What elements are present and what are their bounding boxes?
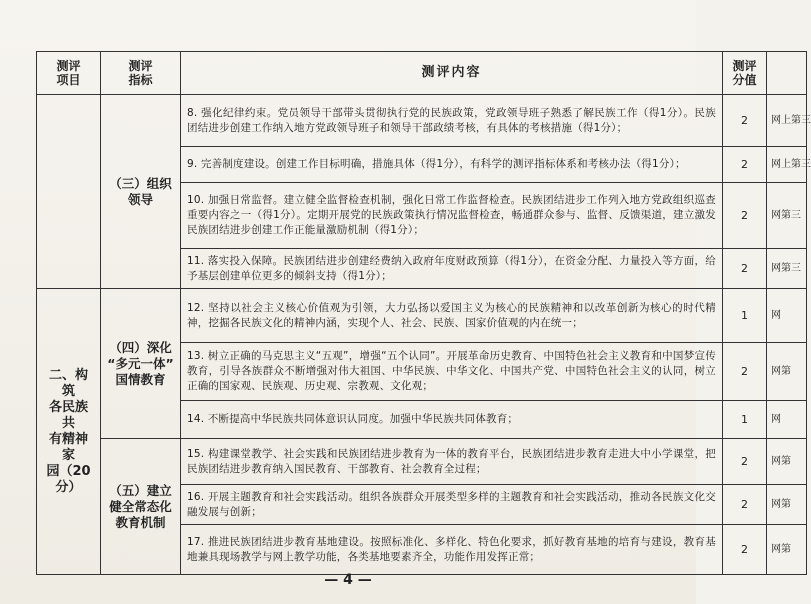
- method-cell: 网第三: [767, 183, 807, 249]
- table-row: [37, 95, 807, 147]
- method-cell: 网第三: [767, 249, 807, 289]
- content-cell: 15. 构建课堂教学、社会实践和民族团结进步教育为一体的教育平台，民族团结进步教育走进大中小学课堂，把民族团结进步教育纳入国民教育、干部教育、社会教育全过程；: [181, 439, 723, 485]
- score-cell: 2: [723, 95, 767, 147]
- method-cell: 网第: [767, 343, 807, 401]
- score-cell: 1: [723, 401, 767, 439]
- score-cell: 2: [723, 183, 767, 249]
- project-cell-top: [37, 95, 101, 289]
- method-cell: 网: [767, 401, 807, 439]
- content-cell: 14. 不断提高中华民族共同体意识认同度。加强中华民族共同体教育；: [181, 401, 723, 439]
- content-cell: 17. 推进民族团结进步教育基地建设。按照标准化、多样化、特色化要求，抓好教育基地的培育与建设，教育基地兼具现场教学与网上教学功能，各类基地要素齐全，功能作用发挥正常；: [181, 525, 723, 575]
- header-project: 测评 项目: [37, 52, 101, 95]
- method-cell: 网: [767, 289, 807, 343]
- score-cell: 2: [723, 147, 767, 183]
- table-row: [37, 439, 807, 485]
- header-indicator: 测评 指标: [101, 52, 181, 95]
- table-row: [37, 289, 807, 343]
- evaluation-table: [36, 51, 811, 575]
- method-cell: 网第: [767, 439, 807, 485]
- indicator-four: （四）深化 “多元一体” 国情教育: [101, 289, 181, 439]
- page-number: — 4 —: [324, 572, 372, 588]
- content-cell: 8. 强化纪律约束。党员领导干部带头贯彻执行党的民族政策，党政领导班子熟悉了解民族工作（得1分）。民族团结进步创建工作纳入地方党政领导班子和领导干部政绩考核，有具体的考核措施（得1分）；: [181, 95, 723, 147]
- content-cell: 11. 落实投入保障。民族团结进步创建经费纳入政府年度财政预算（得1分），在资金分配、力量投入等方面，给予基层创建单位更多的倾斜支持（得1分）；: [181, 249, 723, 289]
- method-cell: 网上第三: [767, 147, 807, 183]
- score-cell: 1: [723, 289, 767, 343]
- score-cell: 2: [723, 249, 767, 289]
- header-method: [767, 52, 807, 95]
- project-two: 二、构筑 各民族共 有精神家 园（20分）: [37, 289, 101, 575]
- score-cell: 2: [723, 485, 767, 525]
- score-cell: 2: [723, 525, 767, 575]
- header-content: 测评内容: [181, 52, 723, 95]
- score-cell: 2: [723, 343, 767, 401]
- method-cell: 网第: [767, 525, 807, 575]
- method-cell: 网第: [767, 485, 807, 525]
- content-cell: 10. 加强日常监督。建立健全监督检查机制，强化日常工作监督检查。民族团结进步工作列入地方党政组织巡查重要内容之一（得1分）。定期开展党的民族政策执行情况监督检查，畅通群众参与、监督、反馈渠道，建立激发民族团结进步创建工作正能量激励机制（得1分）；: [181, 183, 723, 249]
- method-cell: 网上第三: [767, 95, 807, 147]
- indicator-three: （三）组织领导: [101, 95, 181, 289]
- header-score: 测评 分值: [723, 52, 767, 95]
- content-cell: 9. 完善制度建设。创建工作目标明确，措施具体（得1分），有科学的测评指标体系和考核办法（得1分）；: [181, 147, 723, 183]
- content-cell: 13. 树立正确的马克思主义“五观”，增强“五个认同”。开展革命历史教育、中国特色社会主义教育和中国梦宣传教育，引导各族群众不断增强对伟大祖国、中华民族、中华文化、中国共产党、中国特色社会主义的认同，树立正确的国家观、民族观、历史观、宗教观、文化观；: [181, 343, 723, 401]
- content-cell: 12. 坚持以社会主义核心价值观为引领，大力弘扬以爱国主义为核心的民族精神和以改革创新为核心的时代精神，挖掘各民族文化的精神内涵，实现个人、社会、民族、国家价值观的内在统一；: [181, 289, 723, 343]
- score-cell: 2: [723, 439, 767, 485]
- table-header-row: [37, 52, 807, 95]
- content-cell: 16. 开展主题教育和社会实践活动。组织各族群众开展类型多样的主题教育和社会实践活动，推动各民族文化交融发展与创新；: [181, 485, 723, 525]
- indicator-five: （五）建立 健全常态化 教育机制: [101, 439, 181, 575]
